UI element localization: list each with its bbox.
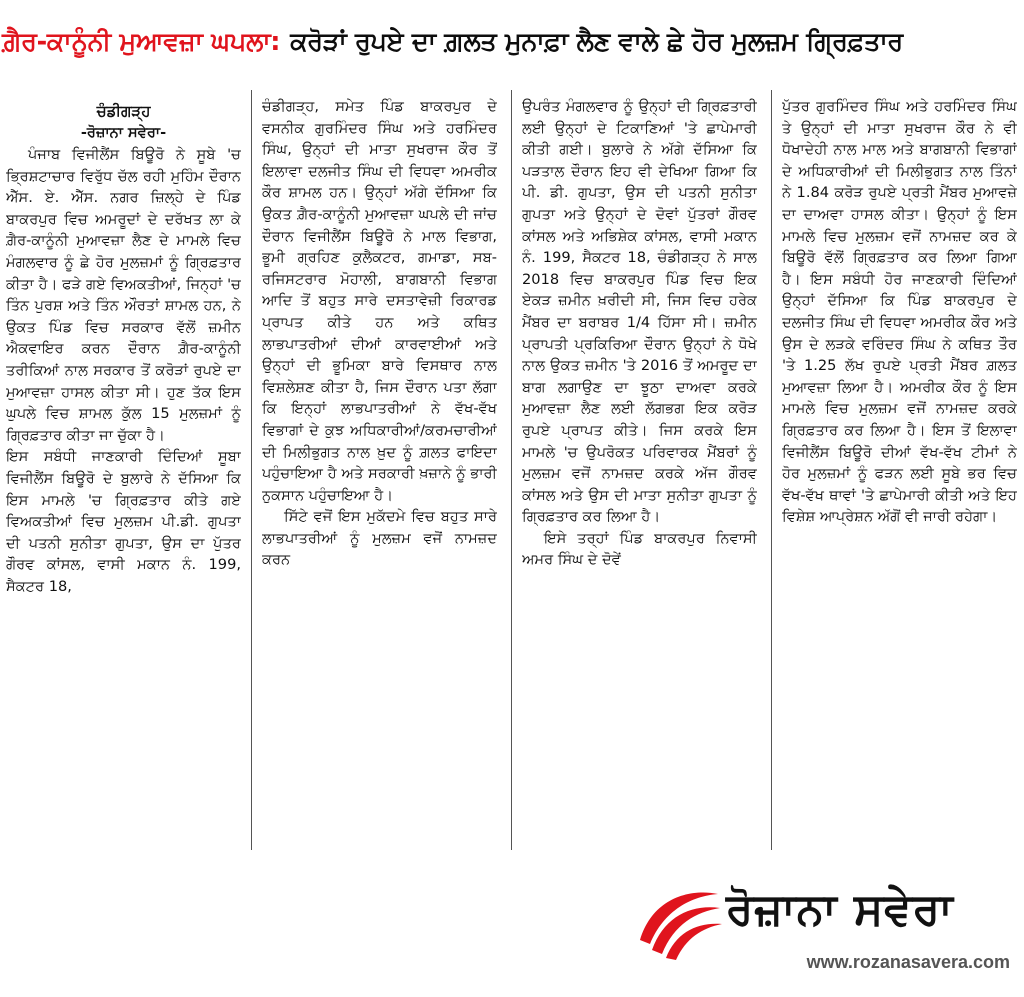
column-divider bbox=[251, 90, 252, 850]
paragraph: ਉਪਰੰਤ ਮੰਗਲਵਾਰ ਨੂੰ ਉਨ੍ਹਾਂ ਦੀ ਗ੍ਰਿਫ਼ਤਾਰੀ ਲਈ ਉਨ੍ਹਾਂ ਦੇ ਟਿਕਾਣਿਆਂ 'ਤੇ ਛਾਪੇਮਾਰੀ ਕੀਤੀ ਗਈ। ਬੁਲਾਰੇ ਨੇ ਅੱਗੇ ਦੱਸਿਆ ਕਿ ਪੜਤਾਲ ਦੌਰਾਨ ਇਹ ਵੀ ਦੇਖਿਆ ਗਿਆ ਕਿ ਪੀ. ਡੀ. ਗੁਪਤਾ, ਉਸ ਦੀ ਪਤਨੀ ਸੁਨੀਤਾ ਗੁਪਤਾ ਅਤੇ ਉਨ੍ਹਾਂ ਦੇ ਦੋਵਾਂ ਪੁੱਤਰਾਂ ਗੌਰਵ ਕਾਂਸਲ ਅਤੇ ਅਭਿਸ਼ੇਕ ਕਾਂਸਲ, ਵਾਸੀ ਮਕਾਨ ਨੰ. 199, ਸੈਕਟਰ 18, ਚੰਡੀਗੜ੍ਹ ਨੇ ਸਾਲ 2018 ਵਿਚ ਬਾਕਰਪੁਰ ਪਿੰਡ ਵਿਚ ਇਕ ਏਕੜ ਜ਼ਮੀਨ ਖ਼ਰੀਦੀ ਸੀ, ਜਿਸ ਵਿਚ ਹਰੇਕ ਮੈਂਬਰ ਦਾ ਬਰਾਬਰ 1/4 ਹਿੱਸਾ ਸੀ। ਜ਼ਮੀਨ ਪ੍ਰਾਪਤੀ ਪ੍ਰਕਿਰਿਆ ਦੌਰਾਨ ਉਨ੍ਹਾਂ ਨੇ ਧੋਖੇ ਨਾਲ ਉਕਤ ਜ਼ਮੀਨ 'ਤੇ 2016 ਤੋਂ ਅਮਰੂਦ ਦਾ ਬਾਗ ਲਗਾਉਣ ਦਾ ਝੂਠਾ ਦਾਅਵਾ ਕਰਕੇ ਮੁਆਵਜ਼ਾ ਲੈਣ ਲਈ ਲੱਗਭਗ ਇਕ ਕਰੋੜ ਰੁਪਏ ਪ੍ਰਾਪਤ ਕੀਤੇ। ਜਿਸ ਕਰਕੇ ਇਸ ਮਾਮਲੇ 'ਚ ਉਪਰੋਕਤ ਪਰਿਵਾਰਕ ਮੈਂਬਰਾਂ ਨੂੰ ਮੁਲਜ਼ਮ ਵਜੋਂ ਨਾਮਜ਼ਦ ਕਰਕੇ ਅੱਜ ਗੌਰਵ ਕਾਂਸਲ ਅਤੇ ਉਸ ਦੀ ਮਾਤਾ ਸੁਨੀਤਾ ਗੁਪਤਾ ਨੂੰ ਗ੍ਰਿਫ਼ਤਾਰ ਕਰ ਲਿਆ ਹੈ। bbox=[522, 98, 757, 526]
dateline: ਚੰਡੀਗੜ੍ਹ bbox=[96, 102, 151, 120]
headline-main: ਕਰੋੜਾਂ ਰੁਪਏ ਦਾ ਗ਼ਲਤ ਮੁਨਾਫ਼ਾ ਲੈਣ ਵਾਲੇ ਛੇ ਹੋਰ ਮੁਲਜ਼ਮ ਗ੍ਰਿਫ਼ਤਾਰ bbox=[290, 26, 903, 57]
byline: -ਰੋਜ਼ਾਨਾ ਸਵੇਰਾ- bbox=[80, 124, 167, 141]
logo-name: ਰੋਜ਼ਾਨਾ ਸਵੇਰਾ bbox=[726, 884, 954, 935]
column-divider bbox=[511, 90, 512, 850]
headline-kicker: ਗ਼ੈਰ-ਕਾਨੂੰਨੀ ਮੁਆਵਜ਼ਾ ਘਪਲਾ: bbox=[2, 26, 281, 57]
paragraph: ਪੁੱਤਰ ਗੁਰਮਿੰਦਰ ਸਿੰਘ ਅਤੇ ਹਰਮਿੰਦਰ ਸਿੰਘ ਤੇ ਉਨ੍ਹਾਂ ਦੀ ਮਾਤਾ ਸੁਖਰਾਜ ਕੌਰ ਨੇ ਵੀ ਧੋਖਾਦੇਹੀ ਨਾਲ ਮਾਲ ਅਤੇ ਬਾਗਬਾਨੀ ਵਿਭਾਗਾਂ ਦੇ ਅਧਿਕਾਰੀਆਂ ਦੀ ਮਿਲੀਭੁਗਤ ਨਾਲ ਤਿੰਨਾਂ ਨੇ 1.84 ਕਰੋੜ ਰੁਪਏ ਪ੍ਰਤੀ ਮੈਂਬਰ ਮੁਆਵਜ਼ੇ ਦਾ ਦਾਅਵਾ ਹਾਸਲ ਕੀਤਾ। ਉਨ੍ਹਾਂ ਨੂੰ ਇਸ ਮਾਮਲੇ ਵਿਚ ਮੁਲਜ਼ਮ ਵਜੋਂ ਨਾਮਜ਼ਦ ਕਰ ਕੇ ਬਿਊਰੋ ਵੱਲੋਂ ਗ੍ਰਿਫ਼ਤਾਰ ਕਰ ਲਿਆ ਗਿਆ ਹੈ। ਇਸ ਸਬੰਧੀ ਹੋਰ ਜਾਣਕਾਰੀ ਦਿੰਦਿਆਂ ਉਨ੍ਹਾਂ ਦੱਸਿਆ ਕਿ ਪਿੰਡ ਬਾਕਰਪੁਰ ਦੇ ਦਲਜੀਤ ਸਿੰਘ ਦੀ ਵਿਧਵਾ ਅਮਰੀਕ ਕੌਰ ਅਤੇ ਉਸ ਦੇ ਲੜਕੇ ਵਰਿੰਦਰ ਸਿੰਘ ਨੇ ਕਥਿਤ ਤੌਰ 'ਤੇ 1.25 ਲੱਖ ਰੁਪਏ ਪ੍ਰਤੀ ਮੈਂਬਰ ਗ਼ਲਤ ਮੁਆਵਜ਼ਾ ਲਿਆ ਹੈ। ਅਮਰੀਕ ਕੌਰ ਨੂੰ ਇਸ ਮਾਮਲੇ ਵਿਚ ਮੁਲਜ਼ਮ ਵਜੋਂ ਨਾਮਜ਼ਦ ਕਰਕੇ ਗ੍ਰਿਫ਼ਤਾਰ ਕਰ ਲਿਆ ਹੈ। ਇਸ ਤੋਂ ਇਲਾਵਾ ਵਿਜੀਲੈਂਸ ਬਿਊਰੋ ਦੀਆਂ ਵੱਖ-ਵੱਖ ਟੀਮਾਂ ਨੇ ਹੋਰ ਮੁਲਜ਼ਮਾਂ ਨੂੰ ਫੜਨ ਲਈ ਸੂਬੇ ਭਰ ਵਿਚ ਵੱਖ-ਵੱਖ ਥਾਵਾਂ 'ਤੇ ਛਾਪੇਮਾਰੀ ਕੀਤੀ ਅਤੇ ਇਹ ਵਿਸ਼ੇਸ਼ ਆਪ੍ਰੇਸ਼ਨ ਅੱਗੋਂ ਵੀ ਜਾਰੀ ਰਹੇਗਾ। bbox=[782, 98, 1017, 526]
headline bbox=[0, 0, 1024, 84]
column-divider bbox=[771, 90, 772, 850]
paragraph: ਇਸੇ ਤਰ੍ਹਾਂ ਪਿੰਡ ਬਾਕਰਪੁਰ ਨਿਵਾਸੀ ਅਮਰ ਸਿੰਘ ਦੇ ਦੋਵੇਂ bbox=[522, 529, 757, 569]
masthead-logo bbox=[608, 870, 1018, 980]
article-column-4 bbox=[782, 96, 1017, 528]
paragraph: ਇਸ ਸਬੰਧੀ ਜਾਣਕਾਰੀ ਦਿੰਦਿਆਂ ਸੂਬਾ ਵਿਜੀਲੈਂਸ ਬਿਊਰੋ ਦੇ ਬੁਲਾਰੇ ਨੇ ਦੱਸਿਆ ਕਿ ਇਸ ਮਾਮਲੇ 'ਚ ਗ੍ਰਿਫ਼ਤਾਰ ਕੀਤੇ ਗਏ ਵਿਅਕਤੀਆਂ ਵਿਚ ਮੁਲਜ਼ਮ ਪੀ.ਡੀ. ਗੁਪਤਾ ਦੀ ਪਤਨੀ ਸੁਨੀਤਾ ਗੁਪਤਾ, ਉਸ ਦਾ ਪੁੱਤਰ ਗੌਰਵ ਕਾਂਸਲ, ਵਾਸੀ ਮਕਾਨ ਨੰ. 199, ਸੈਕਟਰ 18, bbox=[6, 448, 241, 595]
paragraph: ਪੰਜਾਬ ਵਿਜੀਲੈਂਸ ਬਿਊਰੋ ਨੇ ਸੂਬੇ 'ਚ ਭ੍ਰਿਸ਼ਟਾਚਾਰ ਵਿਰੁੱਧ ਚੱਲ ਰਹੀ ਮੁਹਿੰਮ ਦੌਰਾਨ ਐੱਸ. ਏ. ਐੱਸ. ਨਗਰ ਜ਼ਿਲ੍ਹੇ ਦੇ ਪਿੰਡ ਬਾਕਰਪੁਰ ਵਿਚ ਅਮਰੂਦਾਂ ਦੇ ਦਰੱਖਤ ਲਾ ਕੇ ਗ਼ੈਰ-ਕਾਨੂੰਨੀ ਮੁਆਵਜ਼ਾ ਲੈਣ ਦੇ ਮਾਮਲੇ ਵਿਚ ਮੰਗਲਵਾਰ ਨੂੰ ਛੇ ਹੋਰ ਮੁਲਜ਼ਮਾਂ ਨੂੰ ਗ੍ਰਿਫ਼ਤਾਰ ਕੀਤਾ ਹੈ। ਫੜੇ ਗਏ ਵਿਅਕਤੀਆਂ, ਜਿਨ੍ਹਾਂ 'ਚ ਤਿੰਨ ਪੁਰਸ਼ ਅਤੇ ਤਿੰਨ ਔਰਤਾਂ ਸ਼ਾਮਲ ਹਨ, ਨੇ ਉਕਤ ਪਿੰਡ ਵਿਚ ਸਰਕਾਰ ਵੱਲੋਂ ਜ਼ਮੀਨ ਐਕਵਾਇਰ ਕਰਨ ਦੌਰਾਨ ਗ਼ੈਰ-ਕਾਨੂੰਨੀ ਤਰੀਕਿਆਂ ਨਾਲ ਸਰਕਾਰ ਤੋਂ ਕਰੋੜਾਂ ਰੁਪਏ ਦਾ ਮੁਆਵਜ਼ਾ ਹਾਸਲ ਕੀਤਾ ਸੀ। ਹੁਣ ਤੱਕ ਇਸ ਘੁਪਲੇ ਵਿਚ ਸ਼ਾਮਲ ਕੁੱਲ 15 ਮੁਲਜ਼ਮਾਂ ਨੂੰ ਗ੍ਰਿਫ਼ਤਾਰ ਕੀਤਾ ਜਾ ਚੁੱਕਾ ਹੈ। bbox=[6, 146, 241, 444]
paragraph: ਚੰਡੀਗੜ੍ਹ, ਸਮੇਤ ਪਿੰਡ ਬਾਕਰਪੁਰ ਦੇ ਵਸਨੀਕ ਗੁਰਮਿੰਦਰ ਸਿੰਘ ਅਤੇ ਹਰਮਿੰਦਰ ਸਿੰਘ, ਉਨ੍ਹਾਂ ਦੀ ਮਾਤਾ ਸੁਖਰਾਜ ਕੌਰ ਤੋਂ ਇਲਾਵਾ ਦਲਜੀਤ ਸਿੰਘ ਦੀ ਵਿਧਵਾ ਅਮਰੀਕ ਕੌਰ ਸ਼ਾਮਲ ਹਨ। ਉਨ੍ਹਾਂ ਅੱਗੇ ਦੱਸਿਆ ਕਿ ਉਕਤ ਗ਼ੈਰ-ਕਾਨੂੰਨੀ ਮੁਆਵਜ਼ਾ ਘਪਲੇ ਦੀ ਜਾਂਚ ਦੌਰਾਨ ਵਿਜੀਲੈਂਸ ਬਿਊਰੋ ਨੇ ਮਾਲ ਵਿਭਾਗ, ਭੂਮੀ ਗ੍ਰਹਿਣ ਕੁਲੈਕਟਰ, ਗਮਾਡਾ, ਸਬ-ਰਜਿਸਟਰਾਰ ਮੋਹਾਲੀ, ਬਾਗਬਾਨੀ ਵਿਭਾਗ ਆਦਿ ਤੋਂ ਬਹੁਤ ਸਾਰੇ ਦਸਤਾਵੇਜ਼ੀ ਰਿਕਾਰਡ ਪ੍ਰਾਪਤ ਕੀਤੇ ਹਨ ਅਤੇ ਕਥਿਤ ਲਾਭਪਾਤਰੀਆਂ ਦੀਆਂ ਕਾਰਵਾਈਆਂ ਅਤੇ ਉਨ੍ਹਾਂ ਦੀ ਭੂਮਿਕਾ ਬਾਰੇ ਵਿਸਥਾਰ ਨਾਲ ਵਿਸ਼ਲੇਸ਼ਣ ਕੀਤਾ ਹੈ, ਜਿਸ ਦੌਰਾਨ ਪਤਾ ਲੱਗਾ ਕਿ ਇਨ੍ਹਾਂ ਲਾਭਪਾਤਰੀਆਂ ਨੇ ਵੱਖ-ਵੱਖ ਵਿਭਾਗਾਂ ਦੇ ਕੁਝ ਅਧਿਕਾਰੀਆਂ/ਕਰਮਚਾਰੀਆਂ ਦੀ ਮਿਲੀਭੁਗਤ ਨਾਲ ਖ਼ੁਦ ਨੂੰ ਗ਼ਲਤ ਫਾਇਦਾ ਪਹੁੰਚਾਇਆ ਹੈ ਅਤੇ ਸਰਕਾਰੀ ਖ਼ਜ਼ਾਨੇ ਨੂੰ ਭਾਰੀ ਨੁਕਸਾਨ ਪਹੁੰਚਾਇਆ ਹੈ। bbox=[262, 98, 497, 504]
article-column-2 bbox=[262, 96, 497, 571]
website-url: www.rozanasavera.com bbox=[806, 952, 1010, 972]
article-column-1 bbox=[6, 100, 241, 597]
brand-swoosh-icon bbox=[632, 880, 724, 962]
article-column-3 bbox=[522, 96, 757, 571]
paragraph: ਸਿੱਟੇ ਵਜੋਂ ਇਸ ਮੁਕੱਦਮੇ ਵਿਚ ਬਹੁਤ ਸਾਰੇ ਲਾਭਪਾਤਰੀਆਂ ਨੂੰ ਮੁਲਜ਼ਮ ਵਜੋਂ ਨਾਮਜ਼ਦ ਕਰਨ bbox=[262, 508, 497, 569]
